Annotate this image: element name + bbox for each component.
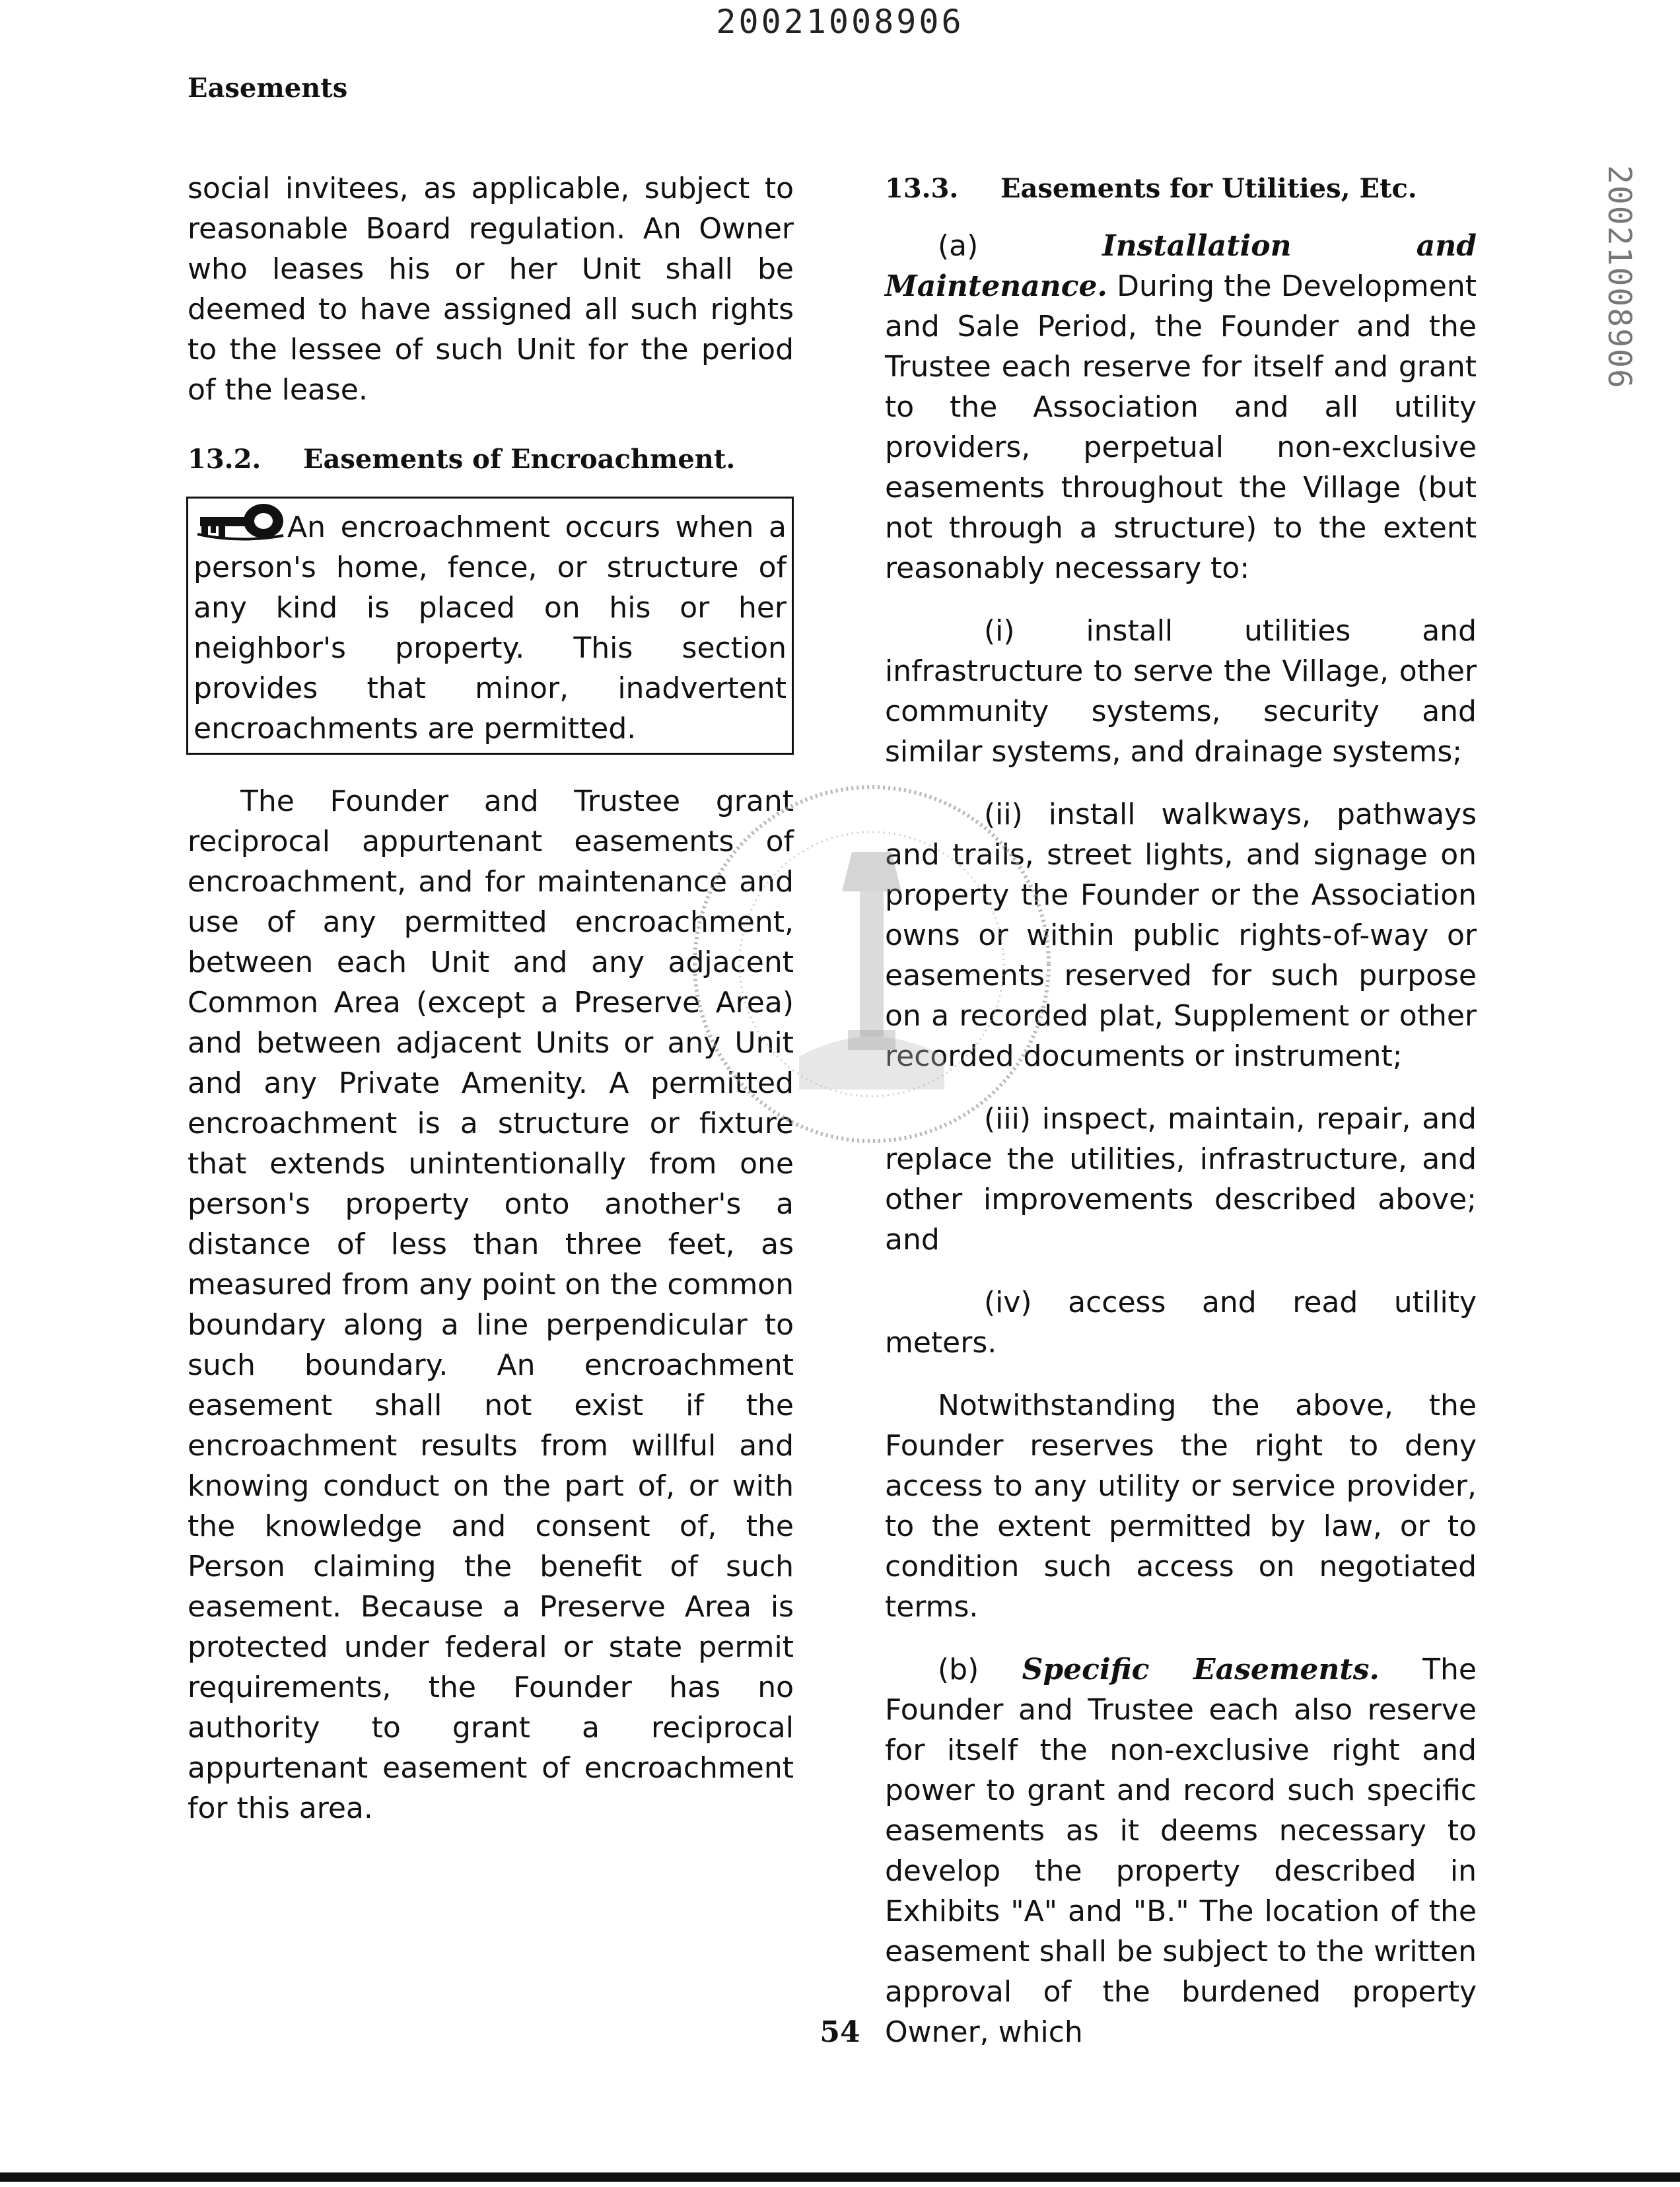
subsection-b-label: (b) <box>938 1653 979 1686</box>
heading-13-2 <box>188 439 794 479</box>
item-i: (i) install utilities and infrastructure to serve the Village, other community systems, security and similar systems, and drainage systems; <box>885 614 1477 769</box>
bottom-rule <box>0 2172 1680 2182</box>
subsection-b-title: Specific Easements. <box>1022 1653 1380 1686</box>
side-stamp: 20021008906 <box>1601 165 1638 390</box>
heading-13-3 <box>885 168 1477 209</box>
document-number: 20021008906 <box>716 3 964 41</box>
notwithstanding-paragraph: Notwithstanding the above, the Founder reserves the right to deny access to any utility or service provider, to the extent permitted by law, or to condition such access on negotiated terms. <box>885 1389 1477 1624</box>
subsection-b-text: The Founder and Trustee each also reserve for itself the non-exclusive right and power to grant and record such specific easements as it deems necessary to develop the property described in Exhibits "A" and "B." The location of the easement shall be subject to the written approval of the burdened property Owner, which <box>885 1653 1477 2049</box>
subsection-a-text: During the Development and Sale Period, the Founder and the Trustee each reserve for itself and grant to the Association and all utility providers, perpetual non-exclusive easements throughout the Village (but not through a structure) to the extent reasonably necessary to: <box>885 269 1477 585</box>
section-title: Easements <box>188 73 348 104</box>
subsection-b <box>885 1649 1477 2052</box>
heading-title: Easements of Encroachment. <box>303 444 736 475</box>
heading-number: 13.3. <box>885 173 959 204</box>
subsection-a-label: (a) <box>938 229 979 263</box>
page-number: 54 <box>820 2015 860 2049</box>
encroachment-body: The Founder and Trustee grant reciprocal appurtenant easements of encroachment, and for maintenance and use of any permitted encroachment, between each Unit and any adjacent Common Area (except a Preserve Area) and between adjacent Units or any Unit and any Private Amenity. A permitted encroachment is a structure or fixture that extends unintentionally from one person's property onto another's a distance of less than three feet, as measured from any point on the common boundary along a line perpendicular to such boundary. An encroachment easement shall not exist if the encroachment results from willful and knowing conduct on the part of, or with the knowledge and consent of, the Person claiming the benefit of such easement. Because a Preserve Area is protected under federal or state permit requirements, the Founder has no authority to grant a reciprocal appurtenant easement of encroachment for this area. <box>188 784 794 1825</box>
key-icon <box>193 501 286 543</box>
item-iv: (iv) access and read utility meters. <box>885 1286 1477 1360</box>
left-column <box>188 168 794 1828</box>
note-box <box>186 497 794 755</box>
note-text: An encroachment occurs when a person's home, fence, or structure of any kind is placed on his or her neighbor's property. This section provides that minor, inadvertent encroachments are permitted. <box>193 510 787 746</box>
note-paragraph <box>193 501 787 749</box>
item-iii: (iii) inspect, maintain, repair, and replace the utilities, infrastructure, and other improvements described above; and <box>885 1102 1477 1257</box>
subsection-a <box>885 226 1477 588</box>
right-column <box>885 168 1477 2052</box>
subsection-a-title: Installation and Maintenance. <box>885 229 1477 303</box>
heading-title: Easements for Utilities, Etc. <box>1000 173 1417 204</box>
continuation-paragraph: social invitees, as applicable, subject to reasonable Board regulation. An Owner who leases his or her Unit shall be deemed to have assigned all such rights to the lessee of such Unit for the period of the lease. <box>188 172 794 407</box>
heading-number: 13.2. <box>188 444 262 475</box>
item-ii: (ii) install walkways, pathways and trails, street lights, and signage on property the Founder or the Association owns or within public rights-of-way or easements reserved for such purpose on a recorded plat, Supplement or other recorded documents or instrument; <box>885 798 1477 1073</box>
